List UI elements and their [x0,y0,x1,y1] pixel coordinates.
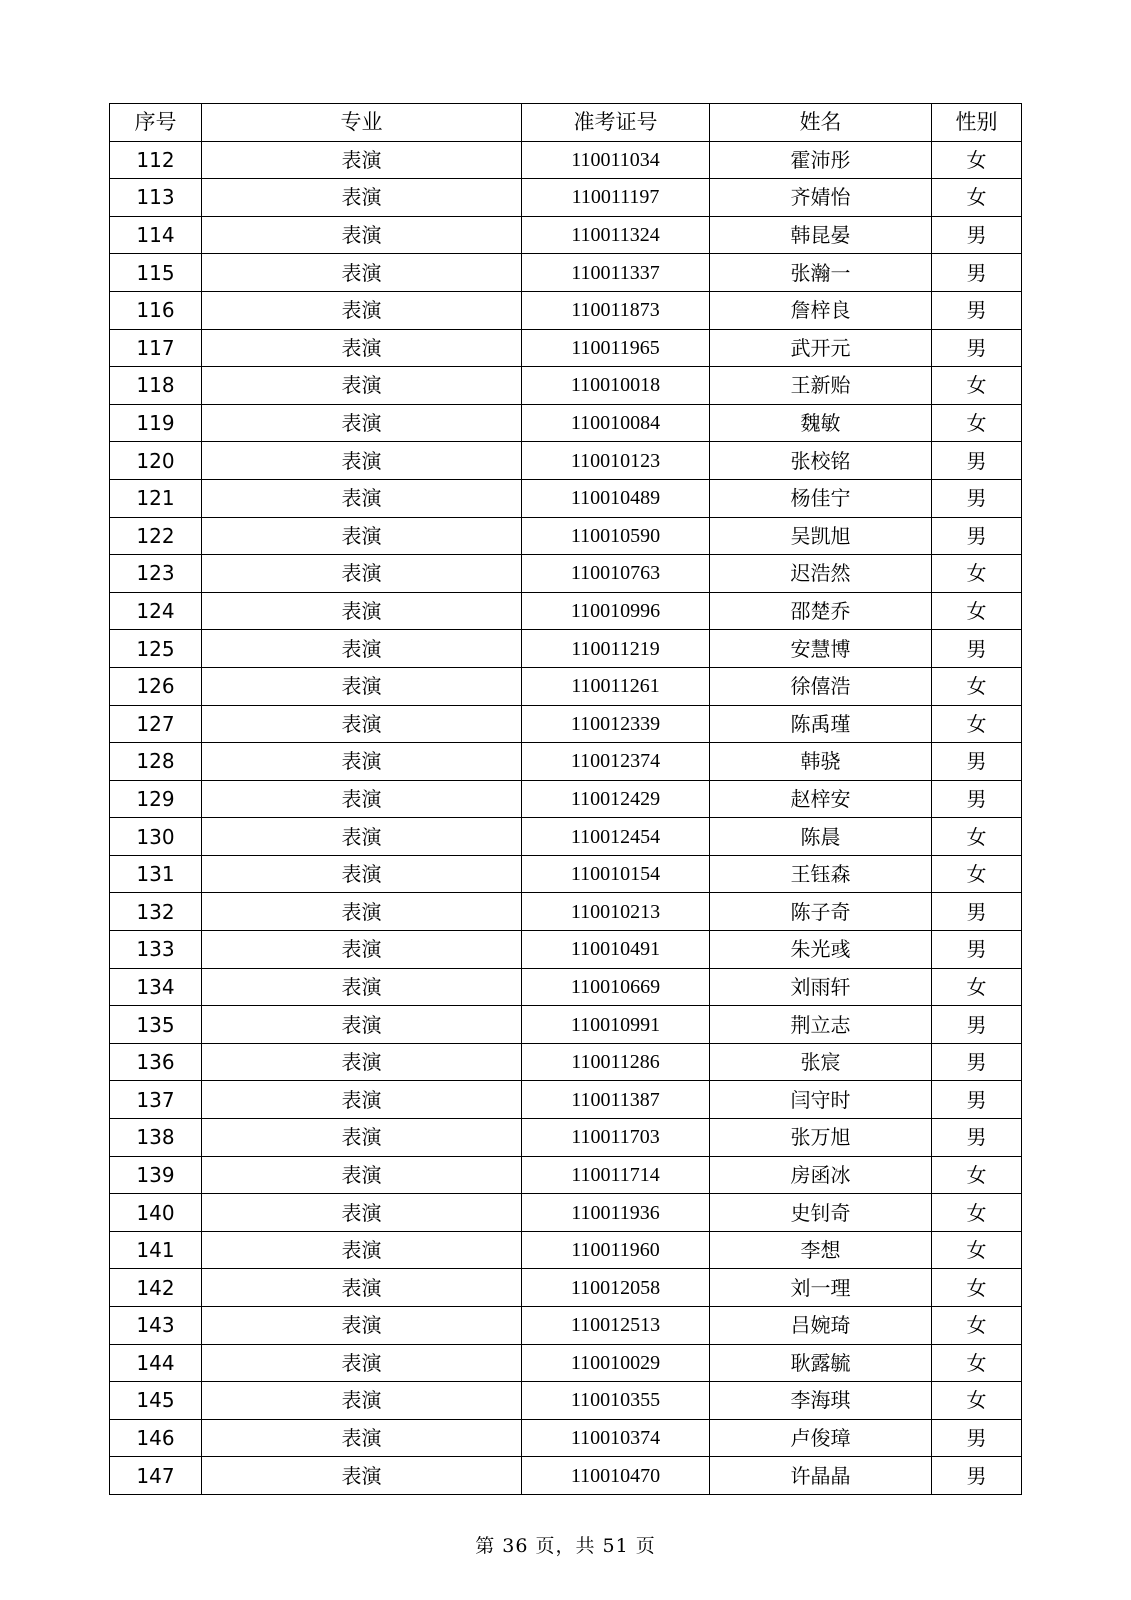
cell-gender: 男 [932,1119,1022,1157]
cell-name: 吕婉琦 [710,1307,932,1345]
cell-major: 表演 [202,1156,522,1194]
cell-name: 霍沛彤 [710,141,932,179]
cell-seq: 123 [110,555,202,593]
cell-exam-id: 110011873 [522,291,710,329]
cell-gender: 男 [932,630,1022,668]
cell-gender: 女 [932,1156,1022,1194]
cell-name: 迟浩然 [710,555,932,593]
cell-exam-id: 110010084 [522,404,710,442]
cell-seq: 137 [110,1081,202,1119]
table-row [110,780,1022,818]
header-seq: 序号 [110,104,202,142]
table-row [110,1307,1022,1345]
cell-major: 表演 [202,893,522,931]
cell-name: 安慧博 [710,630,932,668]
table-row [110,254,1022,292]
cell-gender: 男 [932,780,1022,818]
cell-gender: 女 [932,367,1022,405]
cell-name: 耿露毓 [710,1344,932,1382]
cell-major: 表演 [202,179,522,217]
cell-major: 表演 [202,1043,522,1081]
cell-gender: 男 [932,517,1022,555]
cell-seq: 140 [110,1194,202,1232]
cell-gender: 女 [932,141,1022,179]
cell-seq: 135 [110,1006,202,1044]
cell-major: 表演 [202,968,522,1006]
cell-gender: 男 [932,931,1022,969]
cell-name: 王钰森 [710,855,932,893]
cell-exam-id: 110012058 [522,1269,710,1307]
cell-seq: 145 [110,1382,202,1420]
table-row [110,1006,1022,1044]
cell-major: 表演 [202,1344,522,1382]
cell-gender: 男 [932,893,1022,931]
table-row [110,931,1022,969]
cell-gender: 男 [932,1006,1022,1044]
cell-major: 表演 [202,216,522,254]
cell-major: 表演 [202,780,522,818]
cell-exam-id: 110012374 [522,743,710,781]
cell-major: 表演 [202,1419,522,1457]
cell-name: 陈晨 [710,818,932,856]
cell-name: 王新贻 [710,367,932,405]
cell-seq: 129 [110,780,202,818]
cell-seq: 138 [110,1119,202,1157]
table-row [110,141,1022,179]
cell-major: 表演 [202,855,522,893]
table-row [110,404,1022,442]
cell-exam-id: 110010590 [522,517,710,555]
cell-major: 表演 [202,931,522,969]
cell-exam-id: 110011965 [522,329,710,367]
cell-seq: 112 [110,141,202,179]
table-row [110,893,1022,931]
cell-major: 表演 [202,667,522,705]
cell-major: 表演 [202,818,522,856]
cell-seq: 113 [110,179,202,217]
cell-name: 刘雨轩 [710,968,932,1006]
cell-name: 詹梓良 [710,291,932,329]
table-header-row [110,104,1022,142]
cell-exam-id: 110010123 [522,442,710,480]
cell-name: 荆立志 [710,1006,932,1044]
table-row [110,1081,1022,1119]
cell-name: 齐婧怡 [710,179,932,217]
table-row [110,179,1022,217]
table-body [110,141,1022,1494]
cell-gender: 女 [932,592,1022,630]
table-row [110,1231,1022,1269]
cell-name: 朱光彧 [710,931,932,969]
table-row [110,1043,1022,1081]
table-row [110,216,1022,254]
cell-major: 表演 [202,630,522,668]
cell-gender: 女 [932,404,1022,442]
cell-seq: 142 [110,1269,202,1307]
cell-exam-id: 110010355 [522,1382,710,1420]
cell-major: 表演 [202,254,522,292]
cell-seq: 133 [110,931,202,969]
cell-seq: 116 [110,291,202,329]
cell-major: 表演 [202,479,522,517]
cell-major: 表演 [202,404,522,442]
cell-exam-id: 110011387 [522,1081,710,1119]
cell-name: 许晶晶 [710,1457,932,1495]
cell-gender: 男 [932,1081,1022,1119]
cell-seq: 118 [110,367,202,405]
table-row [110,1156,1022,1194]
header-major: 专业 [202,104,522,142]
cell-major: 表演 [202,1119,522,1157]
cell-gender: 男 [932,1457,1022,1495]
cell-gender: 男 [932,743,1022,781]
cell-major: 表演 [202,1006,522,1044]
cell-name: 徐僖浩 [710,667,932,705]
cell-major: 表演 [202,1457,522,1495]
cell-seq: 121 [110,479,202,517]
table-row [110,1382,1022,1420]
cell-exam-id: 110012339 [522,705,710,743]
cell-gender: 女 [932,1269,1022,1307]
cell-seq: 125 [110,630,202,668]
cell-major: 表演 [202,329,522,367]
header-name: 姓名 [710,104,932,142]
cell-gender: 女 [932,1231,1022,1269]
cell-seq: 143 [110,1307,202,1345]
cell-gender: 女 [932,1194,1022,1232]
cell-name: 魏敏 [710,404,932,442]
cell-name: 吴凯旭 [710,517,932,555]
cell-exam-id: 110010029 [522,1344,710,1382]
cell-exam-id: 110010489 [522,479,710,517]
table-row [110,705,1022,743]
cell-exam-id: 110011703 [522,1119,710,1157]
page-number-footer: 第 36 页，共 51 页 [475,1535,656,1557]
cell-name: 张万旭 [710,1119,932,1157]
table-row [110,479,1022,517]
cell-exam-id: 110010991 [522,1006,710,1044]
cell-major: 表演 [202,1307,522,1345]
cell-name: 武开元 [710,329,932,367]
cell-major: 表演 [202,1269,522,1307]
cell-exam-id: 110011197 [522,179,710,217]
cell-exam-id: 110010669 [522,968,710,1006]
cell-name: 张瀚一 [710,254,932,292]
cell-gender: 女 [932,1307,1022,1345]
cell-gender: 男 [932,442,1022,480]
cell-exam-id: 110011936 [522,1194,710,1232]
cell-gender: 女 [932,555,1022,593]
cell-name: 陈禹瑾 [710,705,932,743]
cell-gender: 女 [932,705,1022,743]
cell-name: 史钊奇 [710,1194,932,1232]
cell-exam-id: 110011714 [522,1156,710,1194]
cell-exam-id: 110012513 [522,1307,710,1345]
cell-name: 李想 [710,1231,932,1269]
table-row [110,442,1022,480]
header-gender: 性别 [932,104,1022,142]
cell-seq: 146 [110,1419,202,1457]
cell-seq: 136 [110,1043,202,1081]
table-row [110,1344,1022,1382]
cell-exam-id: 110012454 [522,818,710,856]
cell-seq: 127 [110,705,202,743]
cell-seq: 117 [110,329,202,367]
cell-exam-id: 110010491 [522,931,710,969]
table-row [110,1457,1022,1495]
table-row [110,743,1022,781]
cell-name: 韩昆晏 [710,216,932,254]
table-row [110,1269,1022,1307]
cell-gender: 男 [932,1419,1022,1457]
candidate-table [109,103,1022,1495]
cell-major: 表演 [202,1194,522,1232]
cell-name: 刘一理 [710,1269,932,1307]
cell-gender: 女 [932,179,1022,217]
cell-seq: 132 [110,893,202,931]
cell-seq: 134 [110,968,202,1006]
cell-major: 表演 [202,517,522,555]
cell-exam-id: 110011960 [522,1231,710,1269]
table-row [110,592,1022,630]
cell-exam-id: 110010154 [522,855,710,893]
cell-exam-id: 110011286 [522,1043,710,1081]
cell-gender: 女 [932,1382,1022,1420]
cell-exam-id: 110010470 [522,1457,710,1495]
cell-gender: 女 [932,968,1022,1006]
cell-gender: 男 [932,329,1022,367]
cell-name: 张宸 [710,1043,932,1081]
cell-seq: 119 [110,404,202,442]
cell-name: 韩骁 [710,743,932,781]
table-row [110,667,1022,705]
cell-name: 赵梓安 [710,780,932,818]
header-exam-id: 准考证号 [522,104,710,142]
table-row [110,367,1022,405]
cell-seq: 147 [110,1457,202,1495]
table-row [110,329,1022,367]
cell-name: 闫守时 [710,1081,932,1119]
cell-seq: 126 [110,667,202,705]
cell-seq: 128 [110,743,202,781]
cell-gender: 女 [932,667,1022,705]
cell-seq: 124 [110,592,202,630]
cell-gender: 女 [932,855,1022,893]
cell-name: 邵楚乔 [710,592,932,630]
cell-seq: 139 [110,1156,202,1194]
table-row [110,630,1022,668]
cell-major: 表演 [202,291,522,329]
table-row [110,1194,1022,1232]
cell-exam-id: 110011219 [522,630,710,668]
cell-gender: 男 [932,254,1022,292]
table-row [110,1419,1022,1457]
cell-gender: 男 [932,479,1022,517]
cell-gender: 男 [932,291,1022,329]
cell-exam-id: 110011034 [522,141,710,179]
cell-exam-id: 110011324 [522,216,710,254]
cell-seq: 131 [110,855,202,893]
cell-major: 表演 [202,743,522,781]
cell-seq: 141 [110,1231,202,1269]
cell-major: 表演 [202,1081,522,1119]
cell-name: 卢俊璋 [710,1419,932,1457]
cell-major: 表演 [202,367,522,405]
table-row [110,1119,1022,1157]
cell-gender: 女 [932,818,1022,856]
cell-exam-id: 110010996 [522,592,710,630]
table-row [110,818,1022,856]
cell-major: 表演 [202,1382,522,1420]
cell-exam-id: 110011337 [522,254,710,292]
cell-seq: 144 [110,1344,202,1382]
cell-seq: 115 [110,254,202,292]
cell-name: 房函冰 [710,1156,932,1194]
table-row [110,517,1022,555]
cell-exam-id: 110010374 [522,1419,710,1457]
cell-name: 陈子奇 [710,893,932,931]
cell-seq: 114 [110,216,202,254]
cell-major: 表演 [202,1231,522,1269]
cell-gender: 男 [932,216,1022,254]
cell-name: 李海琪 [710,1382,932,1420]
cell-seq: 130 [110,818,202,856]
cell-gender: 女 [932,1344,1022,1382]
table-row [110,855,1022,893]
table-row [110,291,1022,329]
cell-major: 表演 [202,442,522,480]
cell-name: 张校铭 [710,442,932,480]
cell-major: 表演 [202,555,522,593]
table-row [110,968,1022,1006]
cell-exam-id: 110010018 [522,367,710,405]
cell-seq: 120 [110,442,202,480]
cell-name: 杨佳宁 [710,479,932,517]
cell-exam-id: 110011261 [522,667,710,705]
cell-exam-id: 110010763 [522,555,710,593]
cell-exam-id: 110010213 [522,893,710,931]
table-row [110,555,1022,593]
cell-exam-id: 110012429 [522,780,710,818]
cell-major: 表演 [202,705,522,743]
cell-gender: 男 [932,1043,1022,1081]
cell-major: 表演 [202,592,522,630]
cell-seq: 122 [110,517,202,555]
cell-major: 表演 [202,141,522,179]
